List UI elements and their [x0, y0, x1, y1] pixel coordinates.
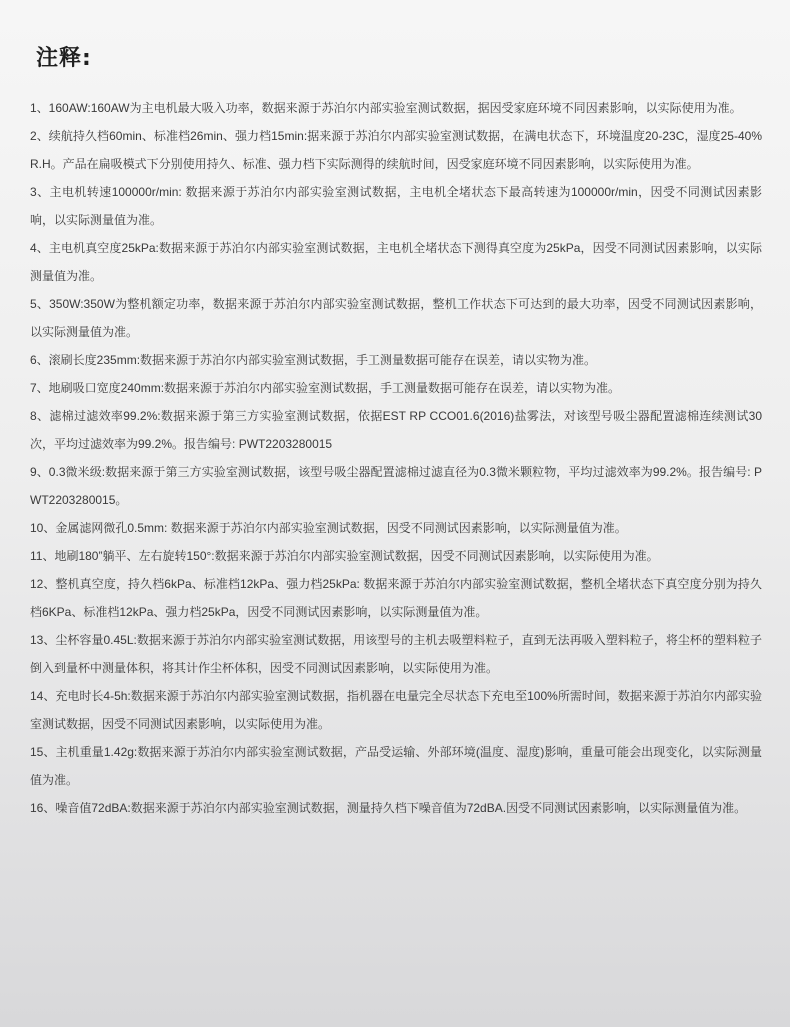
note-item: 12、整机真空度，持久档6kPa、标准档12kPa、强力档25kPa: 数据来源于苏泊尔内部实验室测试数据，整机全堵状态下真空度分别为持久档6KPa、标准档12kPa、强力档25kPa，因受不同测试因素影响，以实际测量值为准。 — [30, 577, 762, 619]
note-item: 10、金属滤网微孔0.5mm: 数据来源于苏泊尔内部实验室测试数据，因受不同测试因素影响，以实际测量值为准。 — [30, 521, 627, 535]
note-item: 7、地刷吸口宽度240mm:数据来源于苏泊尔内部实验室测试数据，手工测量数据可能存在误差，请以实物为准。 — [30, 381, 621, 395]
note-item: 15、主机重量1.42g:数据来源于苏泊尔内部实验室测试数据，产品受运输、外部环境(温度、湿度)影响，重量可能会出现变化，以实际测量值为准。 — [30, 745, 762, 787]
notes-list — [30, 94, 762, 822]
note-item: 2、续航持久档60min、标准档26min、强力档15min:据来源于苏泊尔内部实验室测试数据，在满电状态下，环境温度20-23C，湿度25-40%R.H。产品在扁吸模式下分别使用持久、标准、强力档下实际测得的续航时间，因受家庭环境不同因素影响，以实际使用为准。 — [30, 129, 762, 171]
note-item: 5、350W:350W为整机额定功率，数据来源于苏泊尔内部实验室测试数据，整机工作状态下可达到的最大功率，因受不同测试因素影响，以实际测量值为准。 — [30, 297, 762, 339]
note-item: 11、地刷180”躺平、左右旋转150°:数据来源于苏泊尔内部实验室测试数据，因受不同测试因素影响，以实际使用为准。 — [30, 549, 659, 563]
page-title: 注释: — [36, 46, 92, 71]
note-item: 4、主电机真空度25kPa:数据来源于苏泊尔内部实验室测试数据，主电机全堵状态下测得真空度为25kPa，因受不同测试因素影响，以实际测量值为准。 — [30, 241, 762, 283]
note-item: 3、主电机转速100000r/min: 数据来源于苏泊尔内部实验室测试数据，主电机全堵状态下最高转速为100000r/min，因受不同测试因素影响，以实际测量值为准。 — [30, 185, 762, 227]
note-item: 9、0.3微米级:数据来源于第三方实验室测试数据，该型号吸尘器配置滤棉过滤直径为0.3微米颗粒物，平均过滤效率为99.2%。报告编号: PWT2203280015。 — [30, 465, 762, 507]
note-item: 14、充电时长4-5h:数据来源于苏泊尔内部实验室测试数据，指机器在电量完全尽状态下充电至100%所需时间，数据来源于苏泊尔内部实验室测试数据，因受不同测试因素影响，以实际使用为准。 — [30, 689, 762, 731]
note-item: 8、滤棉过滤效率99.2%:数据来源于第三方实验室测试数据，依据EST RP CCO01.6(2016)盐雾法，对该型号吸尘器配置滤棉连续测试30次，平均过滤效率为99.2%。报告编号: PWT2203280015 — [30, 409, 762, 451]
note-item: 6、滚刷长度235mm:数据来源于苏泊尔内部实验室测试数据，手工测量数据可能存在误差，请以实物为准。 — [30, 353, 597, 367]
note-item: 1、160AW:160AW为主电机最大吸入功率，数据来源于苏泊尔内部实验室测试数据，据因受家庭环境不同因素影响，以实际使用为准。 — [30, 101, 742, 115]
note-item: 13、尘杯容量0.45L:数据来源于苏泊尔内部实验室测试数据，用该型号的主机去吸塑料粒子，直到无法再吸入塑料粒子，将尘杯的塑料粒子倒入到量杯中测量体积，将其计作尘杯体积，因受不同测试因素影响，以实际使用为准。 — [30, 633, 762, 675]
note-item: 16、噪音值72dBA:数据来源于苏泊尔内部实验室测试数据，测量持久档下噪音值为72dBA.因受不同测试因素影响，以实际测量值为准。 — [30, 801, 747, 815]
